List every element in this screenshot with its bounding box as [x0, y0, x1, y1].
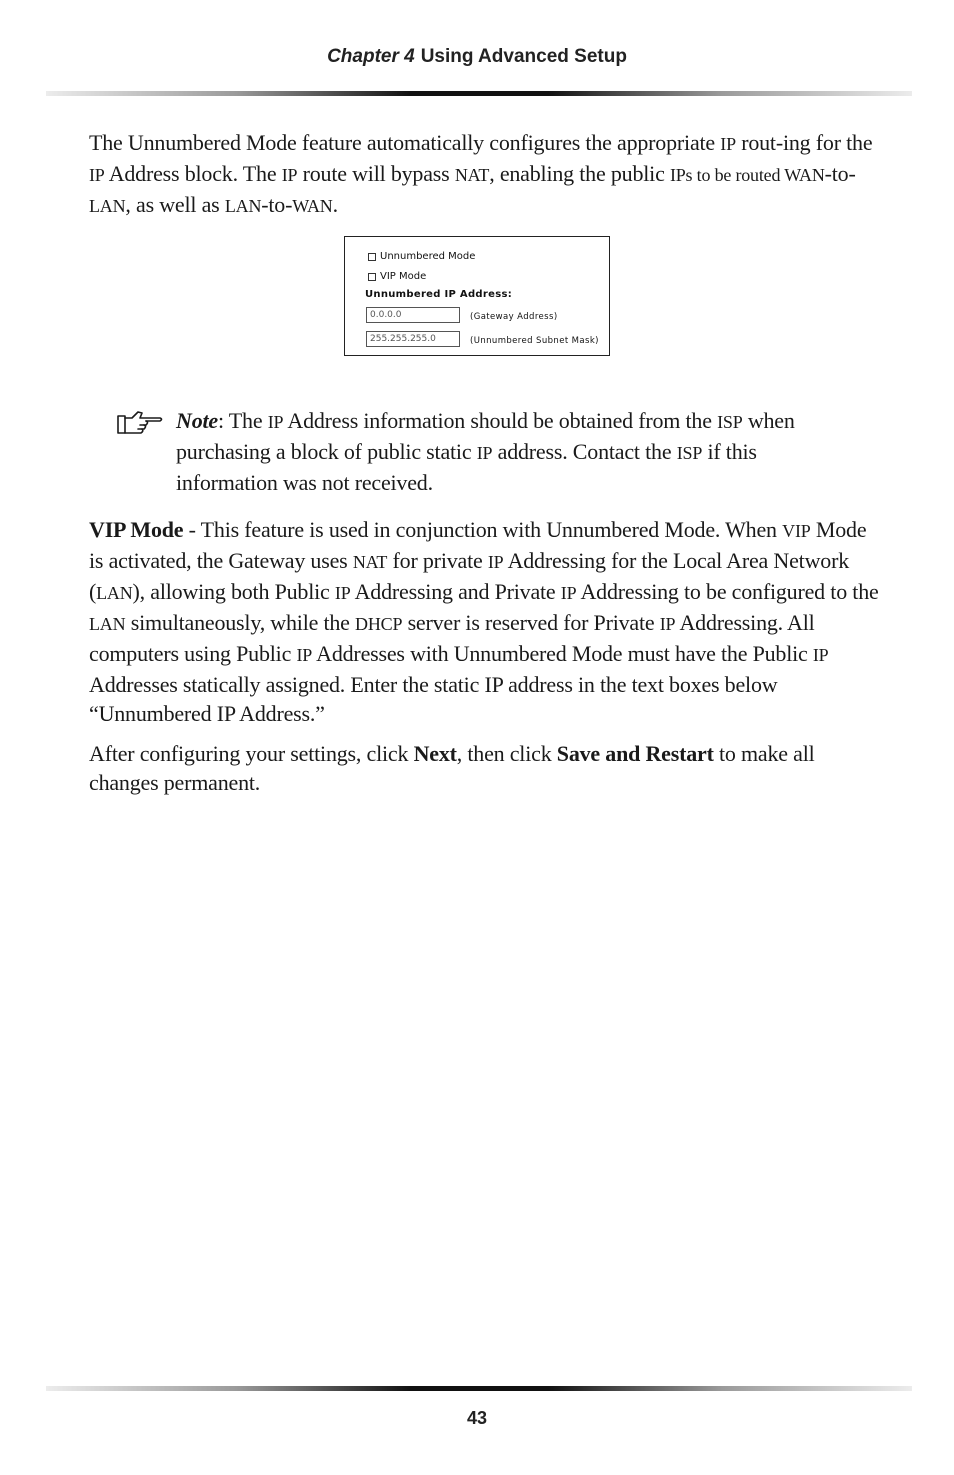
unnumbered-ip-title: Unnumbered IP Address: [365, 289, 512, 300]
unnumbered-mode-option[interactable] [368, 251, 475, 262]
pointing-hand-icon [116, 408, 166, 438]
vip-mode-checkbox[interactable] [368, 273, 376, 281]
header-rule [46, 91, 912, 96]
unnumbered-mode-checkbox[interactable] [368, 253, 376, 261]
page-number: 43 [466, 1408, 488, 1428]
save-restart-term: Save and Restart [556, 741, 714, 766]
chapter-title: Using Advanced Setup [420, 46, 627, 67]
next-term: Next [413, 741, 457, 766]
chapter-label: Chapter 4 [327, 46, 415, 67]
closing-paragraph: After configuring your settings, click Next, then click Save and Restart to make all changes permanent. [89, 741, 815, 795]
subnet-mask-hint: (Unnumbered Subnet Mask) [470, 336, 599, 346]
vip-mode-option[interactable] [368, 271, 426, 282]
vip-mode-heading: VIP Mode [89, 517, 184, 542]
gateway-address-input[interactable]: 0.0.0.0 [366, 307, 460, 323]
note-callout: Note: The IP Address information should be obtained from the ISP when purchasing a block of public static IP address. Contact the ISP if this information was not received. [176, 408, 795, 495]
intro-paragraph: The Unnumbered Mode feature automatically configures the appropriate IP rout-ing for the IP Address block. The IP route will bypass NAT, enabling the public IPs to be routed WAN-to-LAN, as well as LAN-to-WAN. [89, 130, 873, 217]
vip-mode-paragraph: VIP Mode - This feature is used in conjunction with Unnumbered Mode. When VIP Mode is activated, the Gateway uses NAT for private IP Addressing for the Local Area Network (LAN), allowing both Public IP Addressing and Private IP Addressing to be configured to the LAN simultaneously, while the DHCP server is reserved for Private IP Addressing. All computers using Public IP Addresses with Unnumbered Mode must have the Public IP Addresses statically assigned. Enter the static IP address in the text boxes below “Unnumbered IP Address.” [89, 517, 879, 726]
gateway-address-hint: (Gateway Address) [470, 312, 558, 322]
unnumbered-settings-panel [344, 236, 610, 356]
footer-rule [46, 1386, 912, 1391]
note-label: Note [176, 408, 218, 433]
subnet-mask-input[interactable]: 255.255.255.0 [366, 331, 460, 347]
running-header [0, 46, 954, 68]
unnumbered-mode-label: Unnumbered Mode [380, 251, 476, 262]
vip-mode-label: VIP Mode [380, 271, 427, 282]
